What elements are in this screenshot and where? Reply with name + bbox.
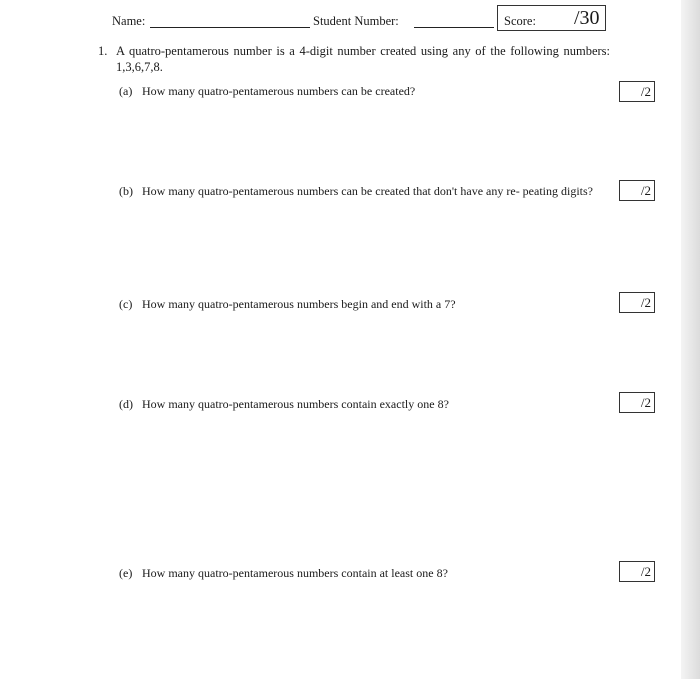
mark-box-c: /2 (619, 292, 655, 313)
score-label: Score: (504, 14, 536, 28)
part-label: (b) (119, 184, 133, 198)
mark-box-b: /2 (619, 180, 655, 201)
part-text: How many quatro-pentamerous numbers can be created? (142, 84, 416, 98)
mark-box-d: /2 (619, 392, 655, 413)
mark-box-e: /2 (619, 561, 655, 582)
part-text: How many quatro-pentamerous numbers contain exactly one 8? (142, 397, 449, 411)
part-label: (c) (119, 297, 133, 311)
page-edge-shadow (681, 0, 700, 679)
part-label: (a) (119, 84, 133, 98)
part-e (119, 565, 609, 581)
question-1 (98, 43, 610, 75)
part-b (119, 183, 609, 199)
part-c (119, 296, 609, 312)
part-label: (e) (119, 566, 133, 580)
part-text: How many quatro-pentamerous numbers begin and end with a 7? (142, 297, 456, 311)
part-text: How many quatro-pentamerous numbers contain at least one 8? (142, 566, 448, 580)
mark-box-a: /2 (619, 81, 655, 102)
name-blank (150, 27, 310, 28)
score-total: /30 (574, 7, 600, 29)
name-label: Name: (112, 14, 146, 28)
student-number-label: Student Number: (313, 14, 399, 28)
score-box (497, 5, 606, 31)
question-stem: A quatro-pentamerous number is a 4-digit number created using any of the following numbers: 1,3,6,7,8. (116, 44, 610, 74)
part-text: How many quatro-pentamerous numbers can be created that don't have any re- peating digits? (142, 184, 594, 198)
part-a (119, 83, 609, 99)
question-number: 1. (98, 44, 108, 58)
part-d (119, 396, 609, 412)
student-number-blank (414, 27, 494, 28)
part-label: (d) (119, 397, 133, 411)
